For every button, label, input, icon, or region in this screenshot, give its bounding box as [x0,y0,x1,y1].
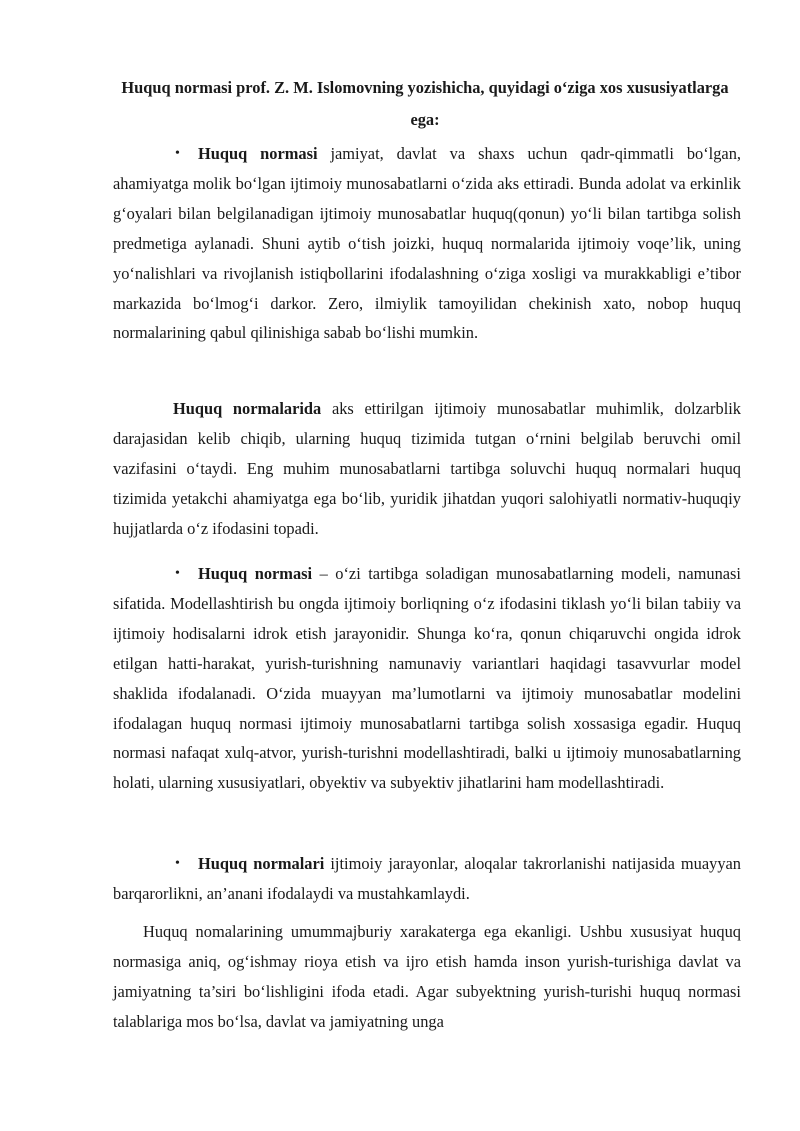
paragraph-1-term: Huquq normasi [198,144,318,163]
paragraph-2-term: Huquq normalarida [173,399,322,418]
paragraph-4 [113,849,741,909]
paragraph-3-text: – o‘zi tartibga soladigan munosabatlarning modeli, namunasi sifatida. Modellashtirish bu ongda ijtimoiy borliqning o‘z ifodasini tiklash yo‘li bilan tabiiy va ijtimoiy hodisalarni idrok etish jarayonidir. Shunga ko‘ra, qonun chiqaruvchi ongida idrok etilgan hatti-harakat, yurish-turishning namunaviy variantlari haqidagi tasavvurlar model shaklida ifodalanadi. O‘zida muayyan ma’lumotlarni va ijtimoiy munosabatlar modelini ifodalagan huquq normasi ijtimoiy munosabatlarni tartibga solish xossasiga egadir. Huquq normasi nafaqat xulq-atvor, yurish-turishni modellashtiradi, balki u ijtimoiy munosabatlarning holati, ularning xususiyatlari, obyektiv va subyektiv jihatlarini ham modellashtiradi. [113,564,741,793]
paragraph-1 [113,139,741,348]
paragraph-2-text: aks ettirilgan ijtimoiy munosabatlar muhimlik, dolzarblik darajasidan kelib chiqib, ularning huquq tizimida tutgan o‘rnini belgilab beruvchi omil vazifasini o‘taydi. Eng muhim munosabatlarni tartibga soluvchi huquq normalari huquq tizimida yetakchi ahamiyatga ega bo‘lib, yuridik jihatdan yuqori salohiyatli normativ-huquqiy hujjatlarda o‘z ifodasini topadi. [113,399,741,538]
bullet-icon: • [175,146,180,161]
bullet-icon: • [175,856,180,871]
bullet-icon: • [175,566,180,581]
paragraph-2 [113,394,741,544]
paragraph-3-term: Huquq normasi [198,564,313,583]
paragraph-4-text: ijtimoiy jarayonlar, aloqalar takrorlanishi natijasida muayyan barqarorlikni, an’anani ifodalaydi va mustahkamlaydi. [113,854,741,903]
paragraph-4-term: Huquq normalari [198,854,325,873]
document-title: Huquq normasi prof. Z. M. Islomovning yozishicha, quyidagi o‘ziga xos xususiyatlarga ega: [121,78,729,129]
paragraph-5 [113,917,741,1037]
paragraph-5-text: Huquq nomalarining umummajburiy xarakaterga ega ekanligi. Ushbu xususiyat huquq normasiga aniq, og‘ishmay rioya etish va ijro etish hamda inson yurish-turishiga davlat va jamiyatning ta’siri bo‘lishligini ifoda etadi. Agar subyektning yurish-turishi huquq normasi talablariga mos bo‘lsa, davlat va jamiyatning unga [113,922,741,1031]
paragraph-3 [113,559,741,798]
paragraph-1-text: jamiyat, davlat va shaxs uchun qadr-qimmatli bo‘lgan, ahamiyatga molik bo‘lgan ijtimoiy munosabatlarni o‘zida aks ettiradi. Bunda adolat va erkinlik g‘oyalari bilan belgilanadigan ijtimoiy munosabatlar huquq(qonun) yo‘li bilan tartibga solish predmetiga aylanadi. Shuni aytib o‘tish joizki, huquq normalarida ijtimoiy voqe’lik, uning yo‘nalishlari va rivojlanish istiqbollarini ifodalashning o‘ziga xosligi va murakkabligi e’tibor markazida bo‘lmog‘i darkor. Zero, ilmiylik tamoyilidan chekinish xato, nobop huquq normalarining qabul qilinishiga sabab bo‘lishi mumkin. [113,144,741,343]
